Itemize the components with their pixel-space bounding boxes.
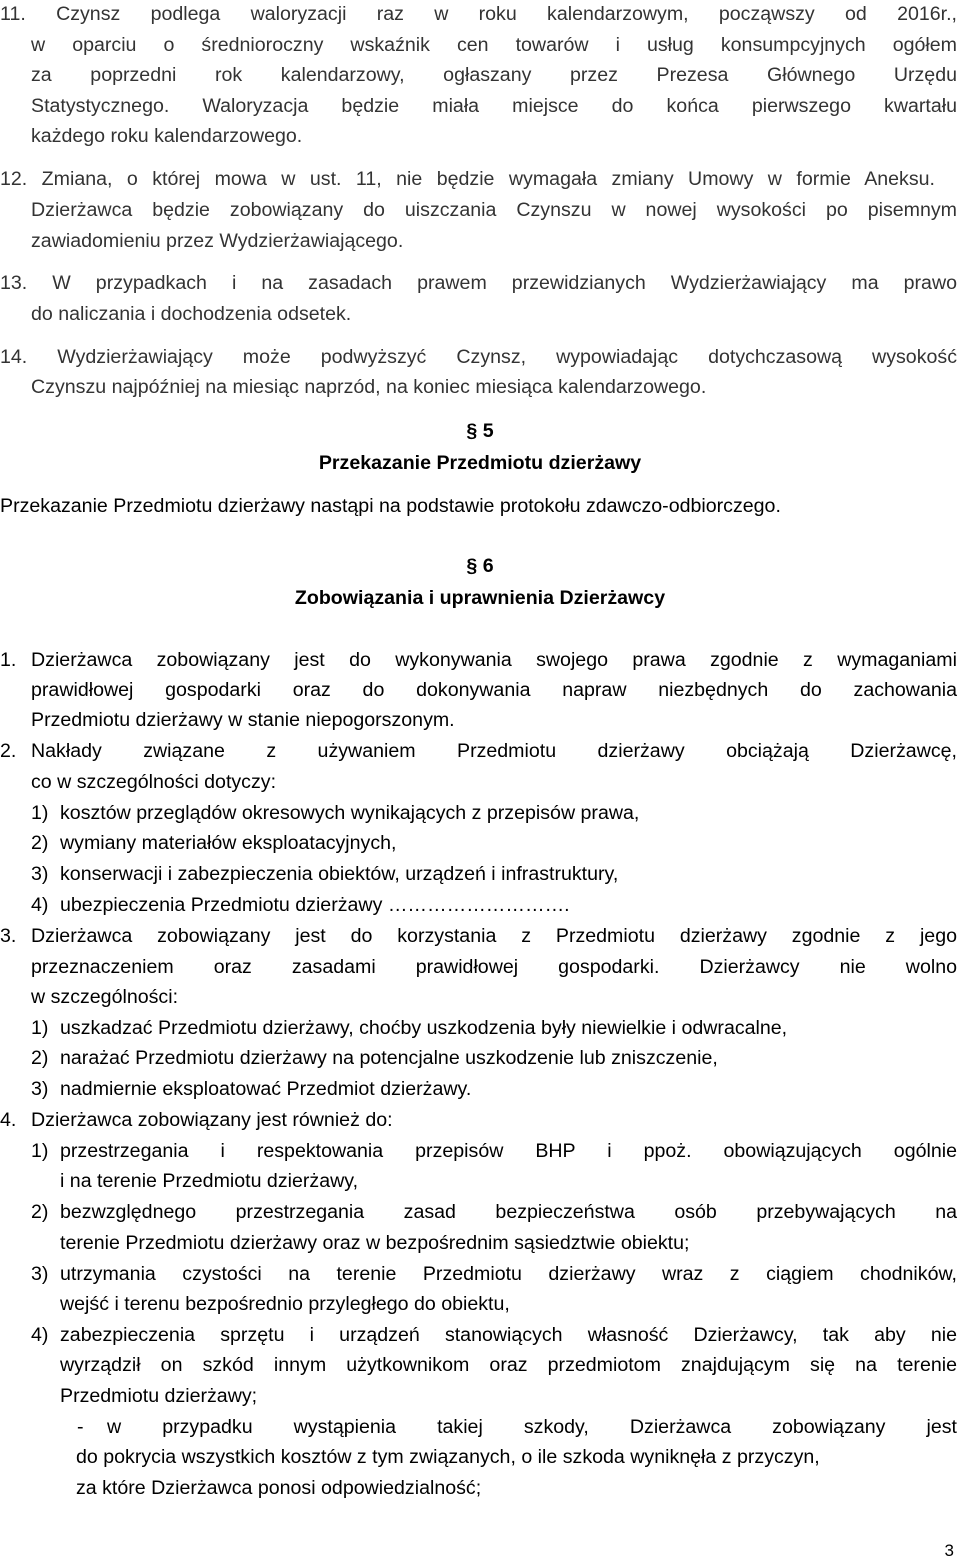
paragraph-12-line-1: 12. Zmiana, o której mowa w ust. 11, nie będzie wymagała zmiany Umowy w formie Aneksu.: [0, 168, 935, 190]
point-3-number: 3.: [0, 925, 17, 947]
point-4-dash-marker: -: [77, 1416, 84, 1438]
point-3-item-3-text: nadmiernie eksploatować Przedmiot dzierżawy.: [60, 1078, 472, 1100]
point-4-dash-line-1: w przypadku wystąpienia takiej szkody, Dzierżawca zobowiązany jest: [107, 1416, 957, 1438]
point-4-item-2-line-1: bezwzględnego przestrzegania zasad bezpieczeństwa osób przebywających na: [60, 1201, 957, 1223]
point-4-item-2-line-2: terenie Przedmiotu dzierżawy oraz w bezpośrednim sąsiedztwie obiektu;: [60, 1232, 690, 1254]
section-6-number: § 6: [466, 555, 494, 577]
point-4-number: 4.: [0, 1109, 17, 1131]
page-number: 3: [944, 1541, 954, 1560]
point-1-line-2: prawidłowej gospodarki oraz do dokonywania napraw niezbędnych do zachowania: [31, 679, 957, 701]
point-2-line-1: Nakłady związane z używaniem Przedmiotu dzierżawy obciążają Dzierżawcę,: [31, 740, 957, 762]
section-6-title: Zobowiązania i uprawnienia Dzierżawcy: [294, 587, 666, 609]
paragraph-13-line-2: do naliczania i dochodzenia odsetek.: [31, 303, 352, 325]
point-1-line-3: Przedmiotu dzierżawy w stanie niepogorszonym.: [31, 709, 455, 731]
point-4-dash-line-3: za które Dzierżawca ponosi odpowiedzialność;: [76, 1477, 482, 1499]
paragraph-11-line-4: Statystycznego. Waloryzacja będzie miała miejsce do końca pierwszego kwartału: [31, 95, 957, 117]
point-3-line-1: Dzierżawca zobowiązany jest do korzystania z Przedmiotu dzierżawy zgodnie z jego: [31, 925, 957, 947]
paragraph-12-line-2: Dzierżawca będzie zobowiązany do uiszczania Czynszu w nowej wysokości po pisemnym: [31, 199, 957, 221]
paragraph-12-line-3: zawiadomieniu przez Wydzierżawiającego.: [31, 230, 404, 252]
point-2-item-4-number: 4): [31, 894, 49, 916]
point-2-item-3-number: 3): [31, 863, 49, 885]
point-1-line-1: Dzierżawca zobowiązany jest do wykonywania swojego prawa zgodnie z wymaganiami: [31, 649, 957, 671]
point-2-item-4-text: ubezpieczenia Przedmiotu dzierżawy ……………………….: [60, 894, 570, 916]
point-4-item-1-line-2: i na terenie Przedmiotu dzierżawy,: [60, 1170, 359, 1192]
point-3-item-1-number: 1): [31, 1017, 49, 1039]
point-2-number: 2.: [0, 740, 17, 762]
point-3-item-2-text: narażać Przedmiotu dzierżawy na potencjalne uszkodzenie lub zniszczenie,: [60, 1047, 718, 1069]
point-3-item-3-number: 3): [31, 1078, 49, 1100]
paragraph-11-line-3: za poprzedni rok kalendarzowy, ogłaszany przez Prezesa Głównego Urzędu: [31, 64, 957, 86]
point-3-line-3: w szczególności:: [31, 986, 179, 1008]
point-4-item-3-line-2: wejść i terenu bezpośrednio przyległego do obiektu,: [60, 1293, 510, 1315]
point-4-item-2-number: 2): [31, 1201, 49, 1223]
point-4-item-4-line-2: wyrządził on szkód innym użytkownikom oraz przedmiotom znajdującym się na terenie: [60, 1354, 957, 1376]
point-2-item-1-text: kosztów przeglądów okresowych wynikających z przepisów prawa,: [60, 802, 640, 824]
point-4-line-1: Dzierżawca zobowiązany jest również do:: [31, 1109, 393, 1131]
point-1-number: 1.: [0, 649, 17, 671]
point-2-item-2-text: wymiany materiałów eksploatacyjnych,: [60, 832, 397, 854]
paragraph-13-line-1: 13. W przypadkach i na zasadach prawem przewidzianych Wydzierżawiający ma prawo: [0, 272, 957, 294]
point-2-line-2: co w szczególności dotyczy:: [31, 771, 277, 793]
section-5-body: Przekazanie Przedmiotu dzierżawy nastąpi na podstawie protokołu zdawczo-odbiorczego.: [0, 495, 781, 517]
point-2-item-2-number: 2): [31, 832, 49, 854]
point-2-item-3-text: konserwacji i zabezpieczenia obiektów, urządzeń i infrastruktury,: [60, 863, 619, 885]
point-4-item-4-line-1: zabezpieczenia sprzętu i urządzeń stanowiących własność Dzierżawcy, tak aby nie: [60, 1324, 957, 1346]
point-4-item-3-number: 3): [31, 1263, 49, 1285]
point-2-item-1-number: 1): [31, 802, 49, 824]
point-3-item-1-text: uszkadzać Przedmiotu dzierżawy, choćby uszkodzenia były niewielkie i odwracalne,: [60, 1017, 788, 1039]
paragraph-14-line-1: 14. Wydzierżawiający może podwyższyć Czynsz, wypowiadając dotychczasową wysokość: [0, 346, 957, 368]
point-4-item-3-line-1: utrzymania czystości na terenie Przedmiotu dzierżawy wraz z ciągiem chodników,: [60, 1263, 957, 1285]
point-4-item-1-line-1: przestrzegania i respektowania przepisów BHP i ppoż. obowiązujących ogólnie: [60, 1140, 957, 1162]
point-4-item-4-number: 4): [31, 1324, 49, 1346]
point-3-item-2-number: 2): [31, 1047, 49, 1069]
section-5-title: Przekazanie Przedmiotu dzierżawy: [318, 452, 642, 474]
point-4-item-1-number: 1): [31, 1140, 49, 1162]
section-5-number: § 5: [466, 420, 494, 442]
point-3-line-2: przeznaczeniem oraz zasadami prawidłowej gospodarki. Dzierżawcy nie wolno: [31, 956, 957, 978]
point-4-item-4-line-3: Przedmiotu dzierżawy;: [60, 1385, 258, 1407]
paragraph-11-line-2: w oparciu o średnioroczny wskaźnik cen towarów i usług konsumpcyjnych ogółem: [31, 34, 957, 56]
paragraph-11-line-5: każdego roku kalendarzowego.: [31, 125, 303, 147]
point-4-dash-line-2: do pokrycia wszystkich kosztów z tym związanych, o ile szkoda wyniknęła z przyczyn,: [76, 1446, 820, 1468]
paragraph-14-line-2: Czynszu najpóźniej na miesiąc naprzód, na koniec miesiąca kalendarzowego.: [31, 376, 707, 398]
paragraph-11-line-1: 11. Czynsz podlega waloryzacji raz w roku kalendarzowym, począwszy od 2016r.,: [0, 3, 957, 25]
